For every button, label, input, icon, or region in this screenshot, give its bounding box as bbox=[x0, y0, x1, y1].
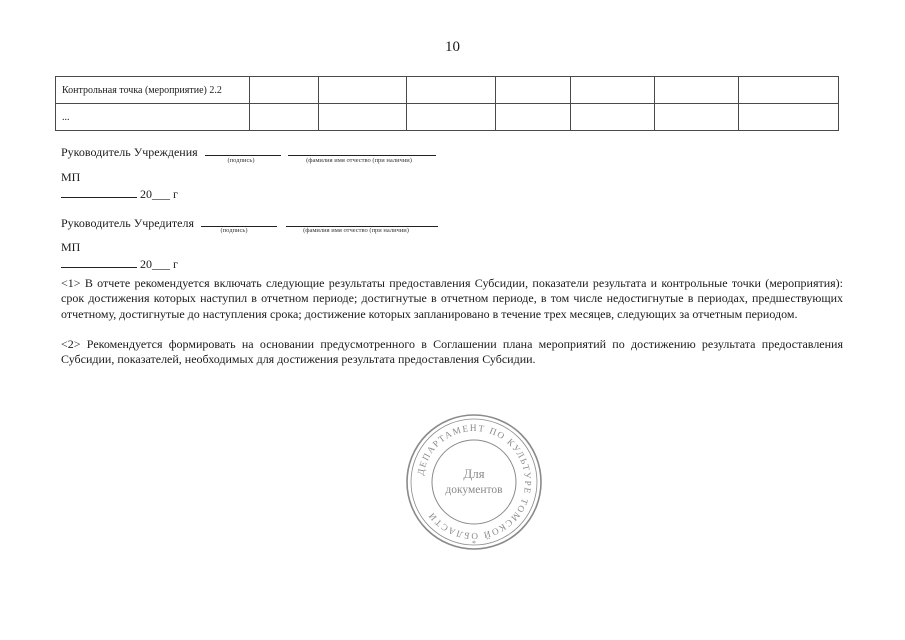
page-number: 10 bbox=[445, 39, 460, 55]
seal-ring-text bbox=[415, 423, 533, 541]
date-blank bbox=[61, 256, 137, 268]
date-year: 20___ г bbox=[140, 257, 178, 271]
footnote-2: <2> Рекомендуется формировать на основании предусмотренного в Соглашении плана мероприятий по достижению результата предоставления Субсидии, показателей, необходимых для достижения результата предоставления Субсидии. bbox=[61, 337, 843, 367]
footnote-1: <1> В отчете рекомендуется включать следующие результаты предоставления Субсидии, показатели результата и контрольные точки (мероприятия): срок достижения которых наступил в отчетном периоде; достигнутые в отчетном периоде, в том числе недостигнутые в периодах, предшествующих отчетному, достигнутые до наступления срока; достижение которых запланировано в течение трех месяцев, следующих за отчетным периодом. bbox=[61, 276, 843, 321]
table-cell bbox=[655, 77, 739, 104]
signature-blank bbox=[205, 144, 281, 156]
table-row bbox=[56, 104, 839, 131]
table-cell bbox=[496, 77, 571, 104]
date-line bbox=[61, 256, 178, 272]
table-cell: Контрольная точка (мероприятие) 2.2 bbox=[56, 77, 250, 104]
table-cell bbox=[739, 104, 839, 131]
mp-label: МП bbox=[61, 170, 81, 184]
date-year: 20___ г bbox=[140, 187, 178, 201]
table-cell bbox=[739, 77, 839, 104]
table-row bbox=[56, 77, 839, 104]
name-blank bbox=[286, 215, 438, 227]
seal-ring-textpath: ДЕПАРТАМЕНТ ПО КУЛЬТУРЕ ТОМСКОЙ ОБЛАСТИ bbox=[415, 422, 534, 542]
head-institution-label: Руководитель Учреждения bbox=[61, 145, 198, 159]
seal-center-line-2: документов bbox=[445, 484, 503, 496]
table-cell bbox=[655, 104, 739, 131]
control-points-table bbox=[55, 76, 839, 131]
table-cell bbox=[571, 77, 655, 104]
name-caption: (фамилия имя отчество (при наличии) bbox=[306, 157, 412, 164]
seal-star-icon: * bbox=[472, 539, 476, 548]
table-cell bbox=[407, 77, 496, 104]
signature-blank bbox=[201, 215, 277, 227]
date-blank bbox=[61, 186, 137, 198]
table-cell bbox=[571, 104, 655, 131]
table-cell bbox=[407, 104, 496, 131]
table-cell bbox=[250, 77, 319, 104]
signature-caption: (подпись) bbox=[227, 157, 255, 164]
name-caption: (фамилия имя отчество (при наличии) bbox=[303, 227, 409, 234]
table-cell bbox=[319, 77, 407, 104]
seal-stamp-icon bbox=[405, 413, 543, 551]
table-cell bbox=[496, 104, 571, 131]
seal-center-line-1: Для bbox=[463, 466, 485, 481]
signature-caption: (подпись) bbox=[220, 227, 248, 234]
head-founder-label: Руководитель Учредителя bbox=[61, 216, 194, 230]
table-cell bbox=[319, 104, 407, 131]
mp-label: МП bbox=[61, 240, 81, 254]
name-blank bbox=[288, 144, 436, 156]
table-cell bbox=[250, 104, 319, 131]
table-cell: ... bbox=[56, 104, 250, 131]
date-line bbox=[61, 186, 178, 202]
